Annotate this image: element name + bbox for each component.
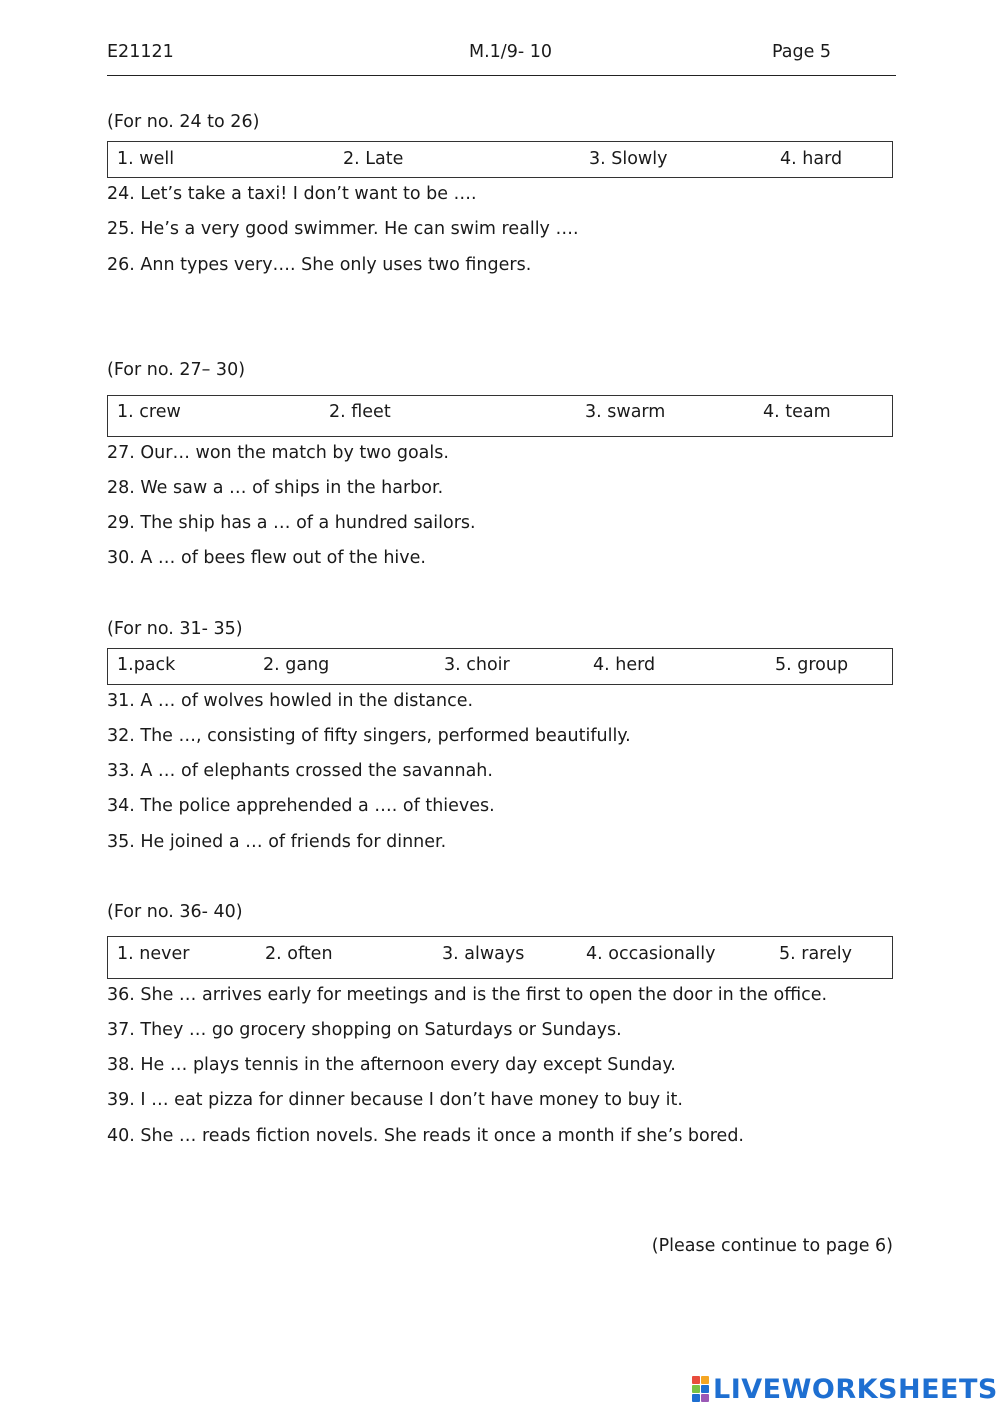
- option: 5. rarely: [779, 944, 852, 964]
- option: 1. crew: [117, 402, 181, 422]
- option: 2. often: [265, 944, 333, 964]
- options-box: [107, 936, 893, 979]
- question: 33. A … of elephants crossed the savannah.: [107, 761, 493, 781]
- question: 24. Let’s take a taxi! I don’t want to be ….: [107, 184, 477, 204]
- question: 26. Ann types very…. She only uses two fingers.: [107, 255, 532, 275]
- option: 3. swarm: [585, 402, 666, 422]
- options-box: [107, 395, 893, 437]
- options-box: [107, 141, 893, 178]
- question: 38. He … plays tennis in the afternoon every day except Sunday.: [107, 1055, 676, 1075]
- question: 36. She … arrives early for meetings and is the first to open the door in the office.: [107, 985, 828, 1005]
- option: 5. group: [775, 655, 849, 675]
- option: 1. never: [117, 944, 190, 964]
- option: 1. well: [117, 149, 175, 169]
- header-code: E21121: [107, 42, 174, 62]
- option: 3. always: [442, 944, 525, 964]
- option: 4. hard: [780, 149, 843, 169]
- question: 27. Our… won the match by two goals.: [107, 443, 449, 463]
- section-label: (For no. 31- 35): [107, 619, 243, 639]
- header-page-number: Page 5: [772, 42, 832, 62]
- options-box: [107, 648, 893, 685]
- logo-text: LIVEWORKSHEETS: [713, 1373, 998, 1405]
- option: 2. Late: [343, 149, 404, 169]
- question: 39. I … eat pizza for dinner because I don’t have money to buy it.: [107, 1090, 683, 1110]
- liveworksheets-logo: [692, 1374, 998, 1404]
- question: 28. We saw a … of ships in the harbor.: [107, 478, 444, 498]
- option: 4. occasionally: [586, 944, 716, 964]
- option: 3. choir: [444, 655, 510, 675]
- option: 2. fleet: [329, 402, 391, 422]
- question: 40. She … reads fiction novels. She reads it once a month if she’s bored.: [107, 1126, 744, 1146]
- section-label: (For no. 36- 40): [107, 902, 243, 922]
- question: 32. The …, consisting of fifty singers, performed beautifully.: [107, 726, 631, 746]
- question: 25. He’s a very good swimmer. He can swim really ….: [107, 219, 579, 239]
- section-label: (For no. 27– 30): [107, 360, 246, 380]
- option: 1.pack: [117, 655, 176, 675]
- option: 2. gang: [263, 655, 330, 675]
- question: 30. A … of bees flew out of the hive.: [107, 548, 426, 568]
- continue-note: (Please continue to page 6): [651, 1236, 893, 1256]
- question: 29. The ship has a … of a hundred sailors.: [107, 513, 476, 533]
- option: 4. herd: [593, 655, 656, 675]
- question: 31. A … of wolves howled in the distance.: [107, 691, 474, 711]
- header-class: M.1/9- 10: [469, 42, 552, 62]
- option: 3. Slowly: [589, 149, 668, 169]
- question: 37. They … go grocery shopping on Saturdays or Sundays.: [107, 1020, 622, 1040]
- question: 35. He joined a … of friends for dinner.: [107, 832, 447, 852]
- header-divider: [107, 75, 896, 76]
- option: 4. team: [763, 402, 831, 422]
- logo-blocks-icon: [692, 1376, 709, 1402]
- section-label: (For no. 24 to 26): [107, 112, 260, 132]
- question: 34. The police apprehended a …. of thieves.: [107, 796, 495, 816]
